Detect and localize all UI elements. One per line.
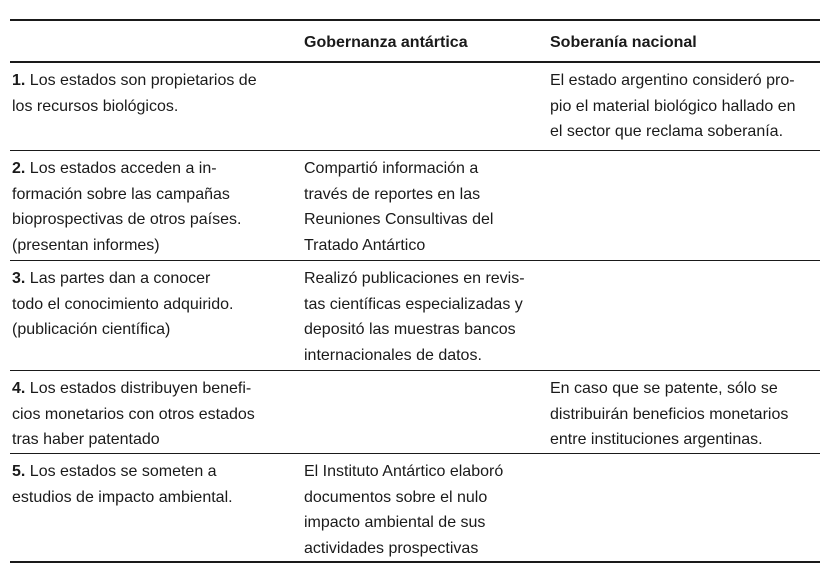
- gobernanza-cell: [302, 63, 550, 150]
- cell-line: [12, 68, 302, 94]
- soberania-cell: [550, 151, 820, 260]
- cell-line: Reuniones Consultivas del: [304, 211, 494, 228]
- line-text: Los estados acceden a in-: [25, 160, 217, 177]
- cell-line: través de reportes en las: [304, 185, 481, 203]
- gobernanza-cell: [302, 454, 550, 561]
- cell-line: [12, 376, 302, 402]
- cell-line: [12, 459, 302, 485]
- cell-line: (presentan informes): [12, 236, 160, 254]
- row-number: 5.: [12, 463, 26, 480]
- cell-line: estudios de impacto ambiental.: [12, 488, 233, 506]
- cell-line: Compartió información a: [304, 160, 479, 177]
- cell-line: actividades prospectivas: [304, 539, 479, 557]
- header-gobernanza: Gobernanza antártica: [304, 34, 468, 51]
- cell-line: tas científicas especializadas y: [304, 295, 523, 313]
- header-col1: [10, 21, 302, 61]
- cell-line: los recursos biológicos.: [12, 97, 179, 115]
- cell-line: el sector que reclama soberanía.: [550, 123, 784, 140]
- row-number: 2.: [12, 160, 26, 177]
- cell-line: entre instituciones argentinas.: [550, 431, 763, 448]
- cell-line: El estado argentino consideró pro-: [550, 72, 795, 89]
- cell-line: depositó las muestras bancos: [304, 321, 516, 338]
- table-row: [10, 63, 820, 151]
- principle-cell: [10, 371, 302, 453]
- cell-line: (publicación científica): [12, 321, 171, 338]
- cell-line: [12, 156, 302, 182]
- cell-line: [12, 266, 302, 292]
- table-row: [10, 151, 820, 261]
- table-header-row: [10, 21, 820, 63]
- cell-line: distribuirán beneficios monetarios: [550, 405, 789, 423]
- header-soberania: Soberanía nacional: [550, 34, 697, 51]
- cell-line: pio el material biológico hallado en: [550, 97, 796, 115]
- cell-line: Tratado Antártico: [304, 236, 426, 254]
- cell-line: cios monetarios con otros estados: [12, 405, 255, 423]
- gobernanza-cell: [302, 261, 550, 370]
- line-text: Los estados distribuyen benefi-: [25, 380, 252, 397]
- soberania-cell: [550, 371, 820, 453]
- gobernanza-cell: [302, 151, 550, 260]
- line-text: Los estados son propietarios de: [25, 72, 257, 89]
- cell-line: tras haber patentado: [12, 431, 160, 448]
- comparison-table: [10, 19, 820, 563]
- cell-line: documentos sobre el nulo: [304, 488, 488, 506]
- cell-line: impacto ambiental de sus: [304, 514, 486, 531]
- principle-cell: [10, 63, 302, 150]
- principle-cell: [10, 454, 302, 561]
- cell-line: internacionales de datos.: [304, 346, 482, 364]
- row-number: 1.: [12, 72, 26, 89]
- cell-line: En caso que se patente, sólo se: [550, 380, 778, 397]
- principle-cell: [10, 261, 302, 370]
- line-text: Las partes dan a conocer: [25, 270, 211, 287]
- cell-line: todo el conocimiento adquirido.: [12, 295, 234, 313]
- cell-line: formación sobre las campañas: [12, 185, 230, 203]
- soberania-cell: [550, 261, 820, 370]
- cell-line: bioprospectivas de otros países.: [12, 211, 242, 228]
- row-number: 3.: [12, 270, 26, 287]
- soberania-cell: [550, 63, 820, 150]
- gobernanza-cell: [302, 371, 550, 453]
- cell-line: Realizó publicaciones en revis-: [304, 270, 525, 287]
- row-number: 4.: [12, 380, 26, 397]
- table-row: [10, 261, 820, 371]
- principle-cell: [10, 151, 302, 260]
- table-row: [10, 371, 820, 454]
- cell-line: El Instituto Antártico elaboró: [304, 463, 504, 480]
- table-row: [10, 454, 820, 561]
- line-text: Los estados se someten a: [25, 463, 217, 480]
- soberania-cell: [550, 454, 820, 561]
